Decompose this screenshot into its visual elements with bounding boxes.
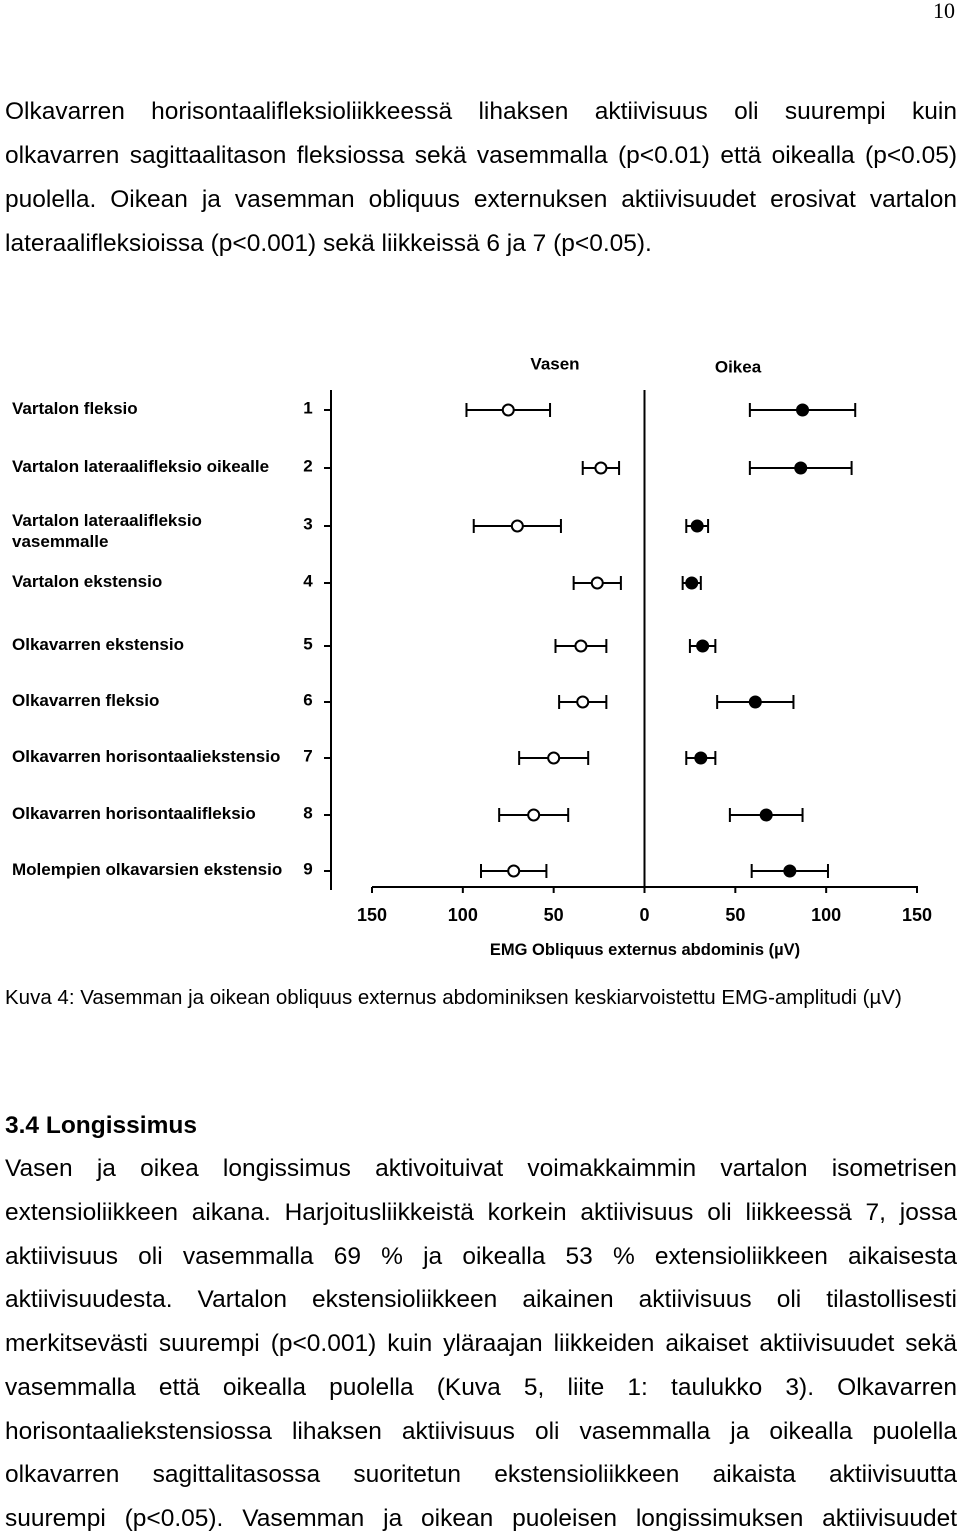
x-tick-label: 0	[639, 905, 650, 925]
row-label: Vartalon ekstensio	[12, 571, 163, 591]
text-line: aktiivisuudesta. Vartalon ekstensioliikkeen aikainen aktiivisuus oli tilastollisesti	[5, 1286, 957, 1314]
data-point-oikea	[797, 405, 808, 416]
data-point-vasen	[592, 578, 603, 589]
data-point-vasen	[528, 810, 539, 821]
text-line: olkavarren sagittalitasossa suoritetun ekstensioliikkeen aikaista aktiivisuutta	[5, 1461, 957, 1489]
text-line: merkitsevästi suurempi (p<0.001) kuin yläraajan liikkeiden aikaiset aktiivisuudet sekä	[5, 1330, 957, 1357]
text-line: extensioliikkeen aikana. Harjoitusliikkeistä korkein aktiivisuus oli liikkeessä 7, jossa	[5, 1198, 957, 1226]
row-label: Vartalon lateraalifleksio vasemmalle	[12, 510, 202, 551]
row-label: Vartalon fleksio	[12, 398, 138, 418]
data-point-vasen	[595, 463, 606, 474]
text-line: horisontaaliekstensiossa lihaksen aktiivisuus oli vasemmalla ja oikealla puolella	[5, 1417, 957, 1445]
row-number: 5	[303, 634, 313, 654]
series-header-vasen: Vasen	[530, 354, 580, 374]
page-number: 10	[933, 0, 955, 23]
x-tick-label: 150	[901, 905, 933, 925]
row-label: Olkavarren horisontaalifleksio	[12, 803, 256, 823]
text-line: suurempi (p<0.05). Vasemman ja oikean puoleisen longissimuksen aktiivisuudet	[5, 1505, 957, 1532]
paragraph	[5, 97, 957, 259]
text-line: olkavarren sagittaalitason fleksiossa sekä vasemmalla (p<0.01) että oikealla (p<0.05)	[5, 142, 957, 169]
row-label: Olkavarren ekstensio	[12, 634, 184, 654]
row-label: Molempien olkavarsien ekstensio	[12, 859, 283, 879]
x-tick-label: 50	[725, 905, 746, 925]
data-point-oikea	[697, 641, 708, 652]
data-point-vasen	[508, 866, 519, 877]
row-number: 9	[303, 859, 313, 879]
data-point-oikea	[695, 753, 706, 764]
text-line: aktiivisuus oli vasemmalla 69 % ja oikealla 53 % extensioliikkeen aikaisesta	[5, 1242, 957, 1270]
text-line: Vasen ja oikea longissimus aktivoituivat voimakkaimmin vartalon isometrisen	[5, 1155, 957, 1182]
data-point-vasen	[577, 697, 588, 708]
data-point-oikea	[784, 866, 795, 877]
data-point-vasen	[575, 641, 586, 652]
paragraph	[5, 1154, 957, 1534]
series-header-oikea: Oikea	[714, 357, 762, 377]
data-point-vasen	[548, 753, 559, 764]
section-heading: 3.4 Longissimus	[5, 1112, 197, 1139]
data-point-vasen	[503, 405, 514, 416]
row-number: 7	[303, 746, 313, 766]
text-line: vasemmalla että oikealla puolella (Kuva 5, liite 1: taulukko 3). Olkavarren	[5, 1373, 957, 1401]
data-point-vasen	[512, 521, 523, 532]
x-tick-label: 100	[811, 905, 842, 925]
data-point-oikea	[692, 521, 703, 532]
row-label: Olkavarren horisontaaliekstensio	[12, 746, 281, 766]
data-point-oikea	[761, 810, 772, 821]
emg-dot-plot-chart	[0, 340, 960, 970]
row-number: 4	[303, 571, 313, 591]
row-number: 2	[303, 456, 313, 476]
row-number: 3	[303, 514, 313, 534]
row-number: 6	[303, 690, 313, 710]
text-line: lateraalifleksioissa (p<0.001) sekä liikkeissä 6 ja 7 (p<0.05).	[5, 230, 652, 257]
x-tick-label: 150	[356, 905, 388, 925]
x-tick-label: 100	[447, 905, 478, 925]
row-label: Vartalon lateraalifleksio oikealle	[12, 456, 270, 476]
data-point-oikea	[750, 697, 761, 708]
x-axis-title: EMG Obliquus externus abdominis (µV)	[489, 941, 801, 959]
text-line: Olkavarren horisontaalifleksioliikkeessä lihaksen aktiivisuus oli suurempi kuin	[5, 98, 957, 125]
data-point-oikea	[795, 463, 806, 474]
row-number: 1	[303, 398, 313, 418]
row-label: Olkavarren fleksio	[12, 690, 160, 710]
data-point-oikea	[686, 578, 697, 589]
x-tick-label: 50	[543, 905, 564, 925]
figure-caption: Kuva 4: Vasemman ja oikean obliquus externus abdominiksen keskiarvoistettu EMG-amplitudi (µV)	[5, 986, 902, 1009]
text-line: puolella. Oikean ja vasemman obliquus externuksen aktiivisuudet erosivat vartalon	[5, 186, 957, 213]
row-number: 8	[303, 803, 313, 823]
